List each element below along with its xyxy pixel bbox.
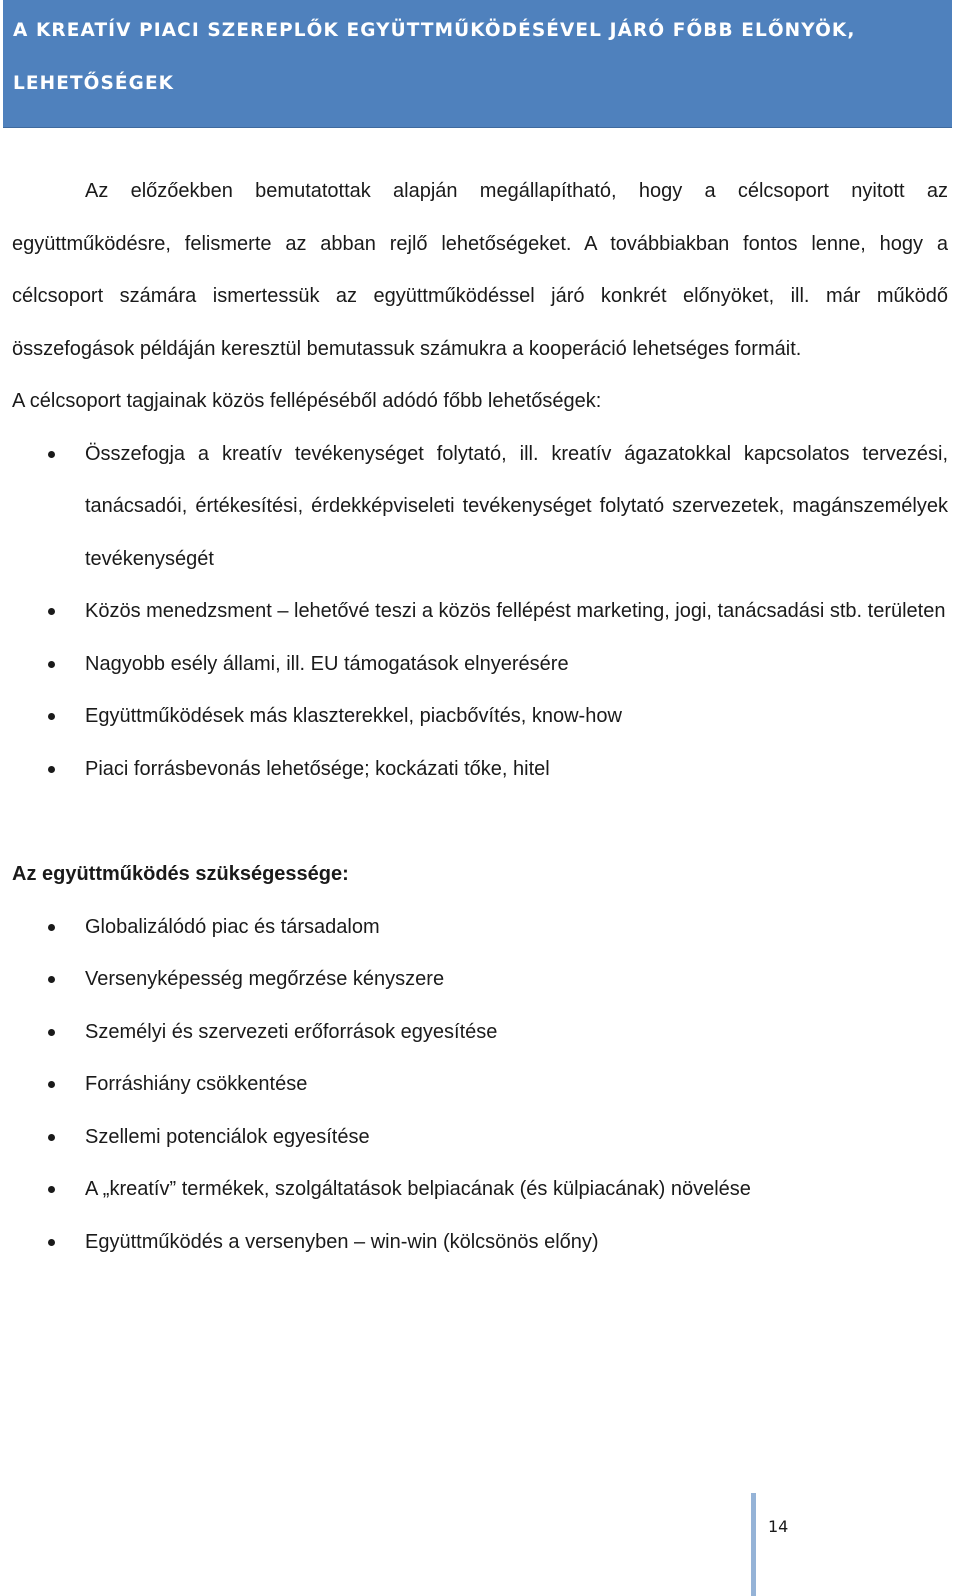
page-number: 14 xyxy=(768,1517,789,1536)
list-item-text: Piaci forrásbevonás lehetősége; kockázati tőke, hitel xyxy=(85,757,550,780)
page-number-marker xyxy=(751,1493,816,1596)
list-item xyxy=(12,1163,948,1216)
list-item-text: A „kreatív” termékek, szolgáltatások belpiacának (és külpiacának) növelése xyxy=(85,1178,751,1200)
list-item xyxy=(12,585,948,638)
list-item xyxy=(12,953,948,1006)
necessity-list xyxy=(12,901,948,1269)
list-item xyxy=(12,1111,948,1164)
bullet-icon xyxy=(48,976,55,983)
list-item-text: Szellemi potenciálok egyesítése xyxy=(85,1125,370,1148)
list-item-text: Nagyobb esély állami, ill. EU támogatások elnyerésére xyxy=(85,652,569,675)
list-item-text: Összefogja a kreatív tevékenységet folytató, ill. kreatív ágazatokkal kapcsolatos tervezési, tanácsadói, értékesítési, érdekképviseleti tevékenységet folytató szervezetek, magánszemélyek tevékenységét xyxy=(85,442,948,570)
list-item-text: Versenyképesség megőrzése kényszere xyxy=(85,968,445,990)
bullet-icon xyxy=(48,1029,55,1036)
bullet-icon xyxy=(48,451,55,458)
necessity-heading: Az együttműködés szükségessége: xyxy=(12,863,349,885)
bullet-icon xyxy=(48,661,55,668)
list-item-text: Személyi és szervezeti erőforrások egyesítése xyxy=(85,1020,498,1043)
list-item xyxy=(12,1006,948,1059)
bullet-icon xyxy=(48,924,55,931)
bullet-icon xyxy=(48,1134,55,1141)
bullet-icon xyxy=(48,608,55,615)
list-item xyxy=(12,638,948,691)
section-header-band xyxy=(3,0,952,128)
list-item-text: Együttműködés a versenyben – win-win (kölcsönös előny) xyxy=(85,1230,599,1253)
list-item-text: Közös menedzsment – lehetővé teszi a közös fellépést marketing, jogi, tanácsadási stb. területen xyxy=(85,600,946,622)
list-item-text: Globalizálódó piac és társadalom xyxy=(85,915,380,938)
list-item-text: Forráshiány csökkentése xyxy=(85,1073,308,1095)
document-body xyxy=(12,165,948,1268)
bullet-icon xyxy=(48,766,55,773)
bullet-icon xyxy=(48,713,55,720)
section-title: A KREATÍV PIACI SZEREPLŐK EGYÜTTMŰKÖDÉSÉVEL JÁRÓ FŐBB ELŐNYÖK, LEHETŐSÉGEK xyxy=(13,20,856,94)
list-item xyxy=(12,428,948,586)
list-item xyxy=(12,690,948,743)
list-item xyxy=(12,901,948,954)
intro-paragraph: Az előzőekben bemutatottak alapján megállapítható, hogy a célcsoport nyitott az együttműködésre, felismerte az abban rejlő lehetőségeket. A továbbiakban fontos lenne, hogy a célcsoport számára ismertessük az együttműködéssel járó konkrét előnyöket, ill. már működő összefogások példáján keresztül bemutassuk számukra a kooperáció lehetséges formáit. xyxy=(12,180,948,360)
bullet-icon xyxy=(48,1081,55,1088)
list-item xyxy=(12,1216,948,1269)
list-item xyxy=(12,1058,948,1111)
opportunities-lead: A célcsoport tagjainak közös fellépéséből adódó főbb lehetőségek: xyxy=(12,390,602,412)
list-item xyxy=(12,743,948,796)
bullet-icon xyxy=(48,1239,55,1246)
list-item-text: Együttműködések más klaszterekkel, piacbővítés, know-how xyxy=(85,705,622,727)
bullet-icon xyxy=(48,1186,55,1193)
opportunities-list xyxy=(12,428,948,796)
